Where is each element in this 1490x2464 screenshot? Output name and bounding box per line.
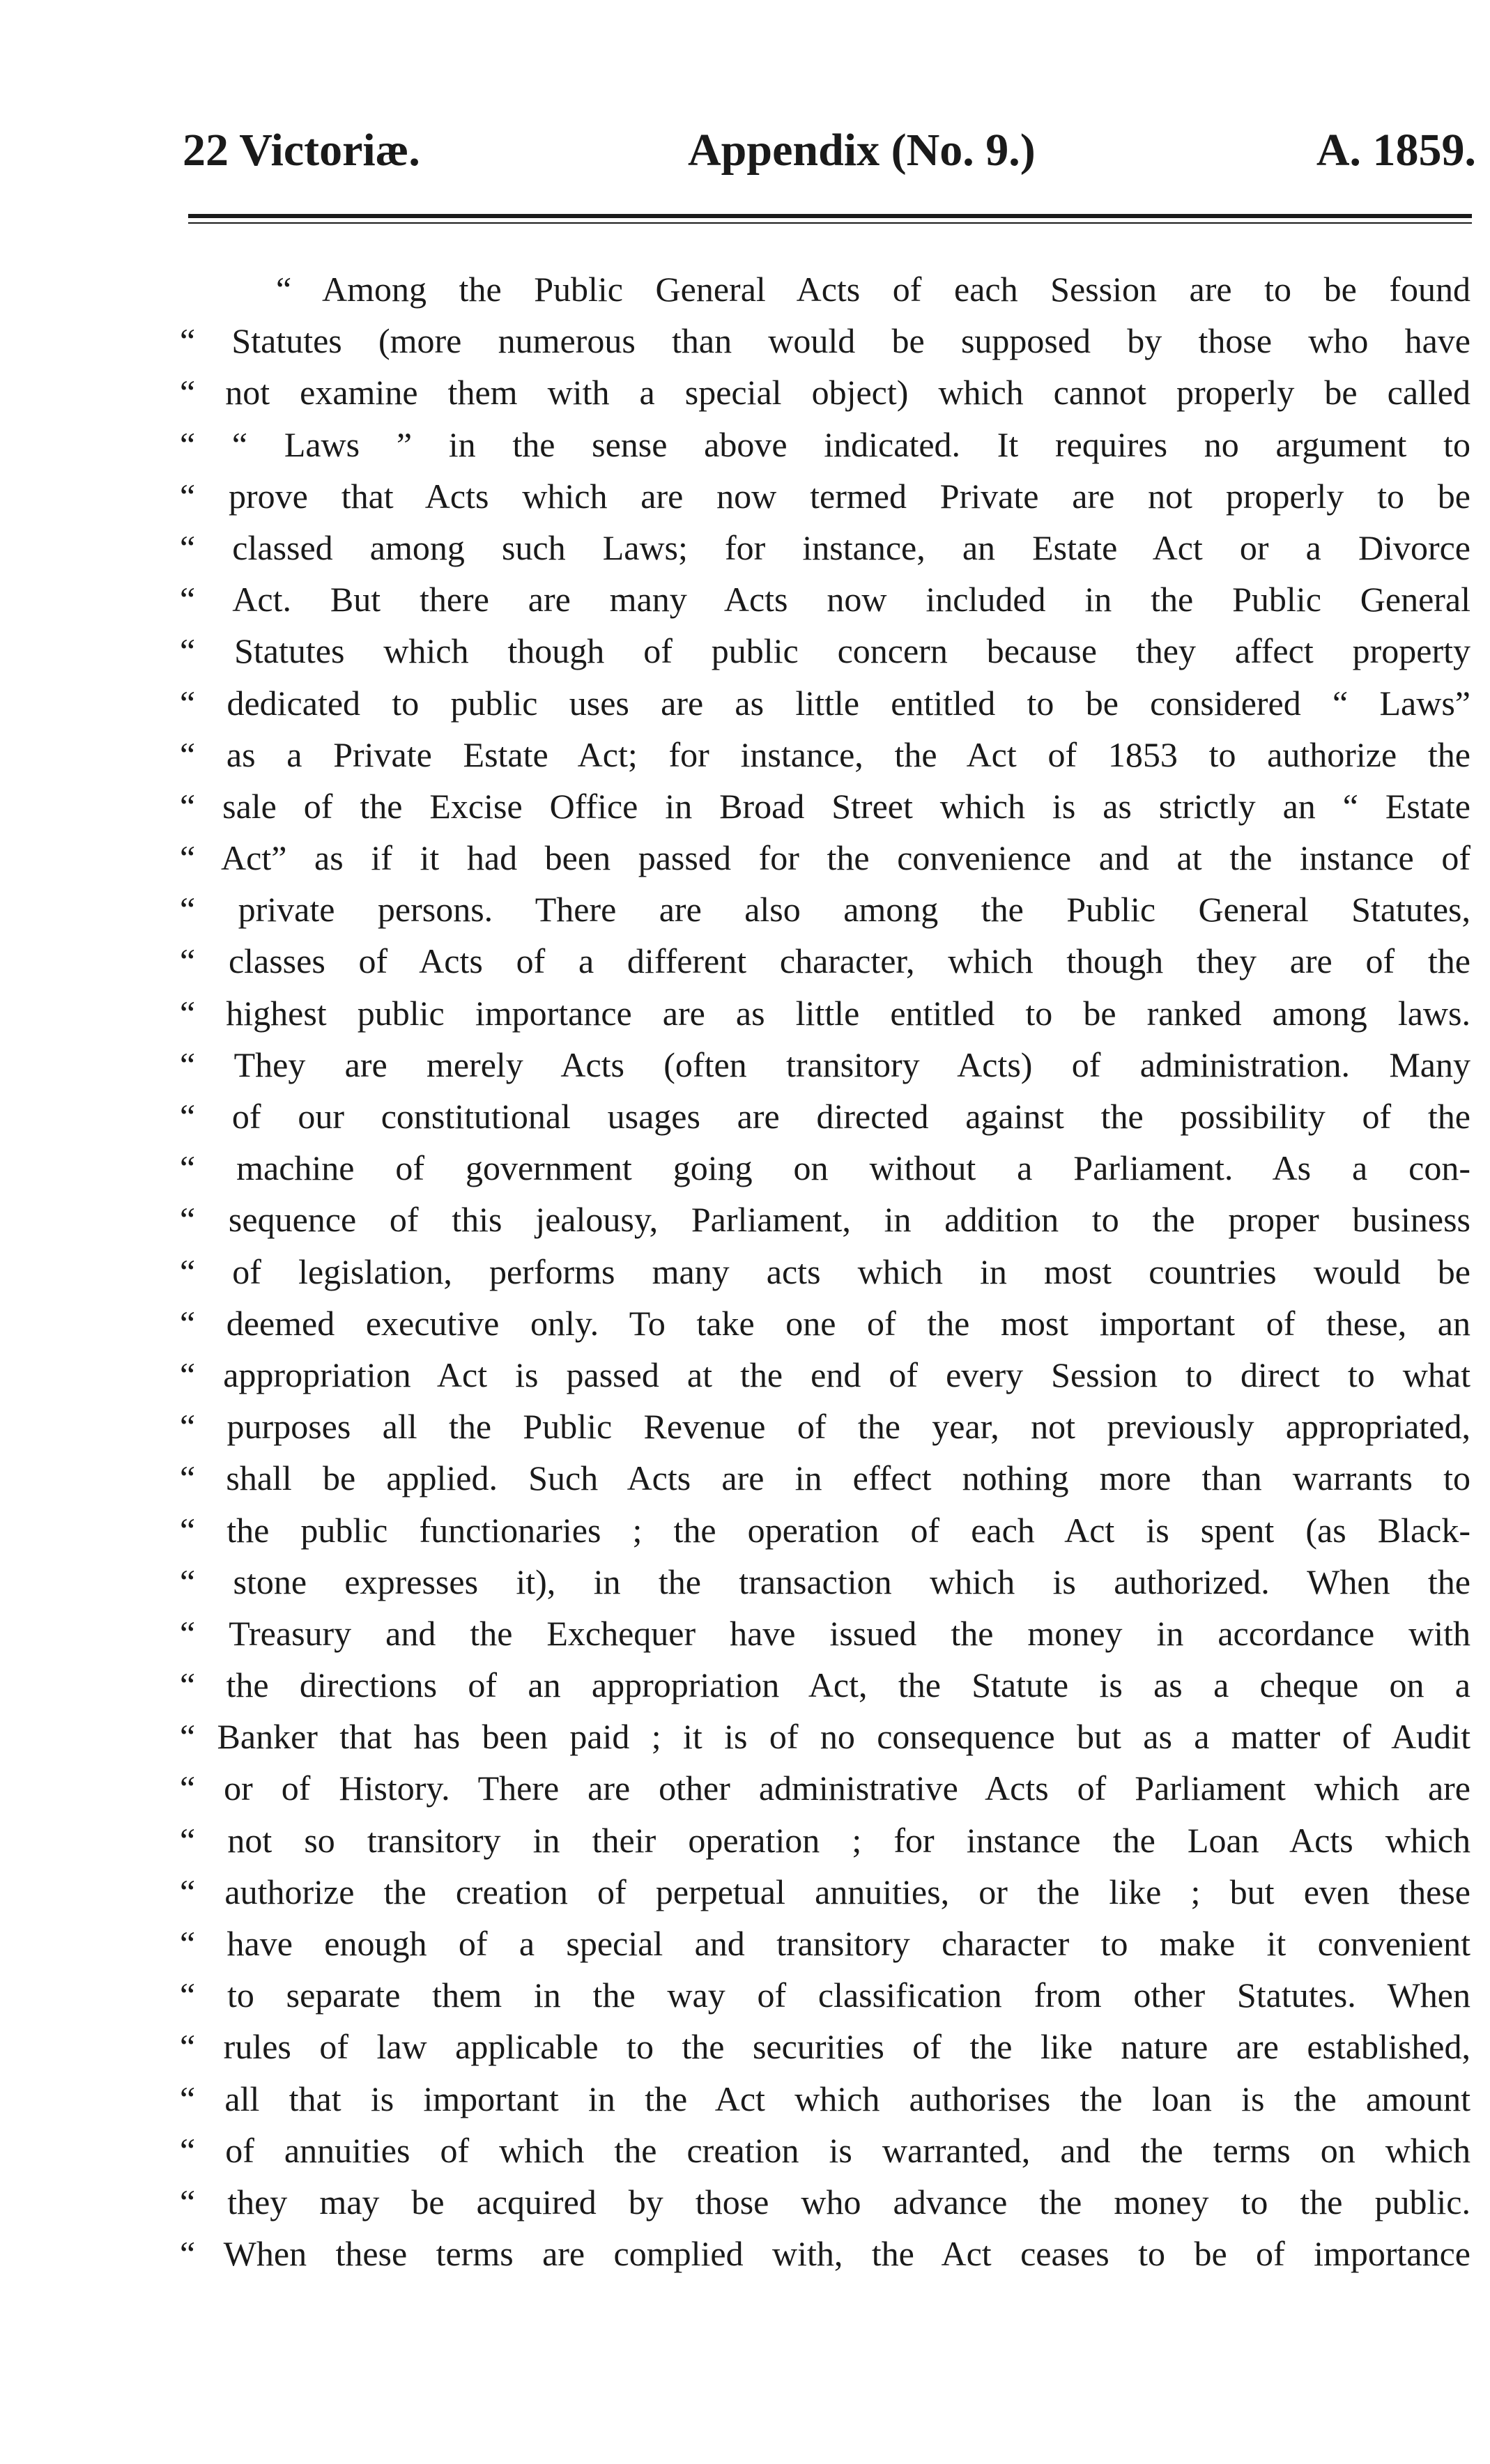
body-paragraph xyxy=(180,263,1470,2279)
body-line: “ prove that Acts which are now termed Private are not properly to be xyxy=(180,476,1470,516)
body-line: “ authorize the creation of perpetual annuities, or the like ; but even these xyxy=(180,1872,1470,1911)
header-rule-thin xyxy=(188,222,1472,224)
body-line: “ sequence of this jealousy, Parliament, in addition to the proper business xyxy=(180,1200,1470,1240)
body-line: “ Banker that has been paid ; it is of no consequence but as a matter of Audit xyxy=(180,1717,1470,1757)
body-line: “ sale of the Excise Office in Broad Street which is as strictly an “ Estate xyxy=(180,786,1470,826)
body-line: “ to separate them in the way of classification from other Statutes. When xyxy=(180,1976,1470,2015)
body-line: “ rules of law applicable to the securities of the like nature are established, xyxy=(180,2027,1470,2067)
body-line: “ private persons. There are also among the Public General Statutes, xyxy=(180,890,1470,930)
body-line: “ the public functionaries ; the operation of each Act is spent (as Black- xyxy=(180,1510,1470,1550)
body-line: “ purposes all the Public Revenue of the year, not previously appropriated, xyxy=(180,1407,1470,1447)
body-line: “ deemed executive only. To take one of the most important of these, an xyxy=(180,1303,1470,1343)
header-rule-thick xyxy=(188,214,1472,218)
body-line: “ Among the Public General Acts of each Session are to be found xyxy=(276,270,1470,309)
body-line: “ highest public importance are as little entitled to be ranked among laws. xyxy=(180,993,1470,1033)
body-line: “ they may be acquired by those who advance the money to the public. xyxy=(180,2182,1470,2222)
body-line: “ not so transitory in their operation ; for instance the Loan Acts which xyxy=(180,1820,1470,1860)
body-line: “ as a Private Estate Act; for instance, the Act of 1853 to authorize the xyxy=(180,734,1470,774)
body-line: “ appropriation Act is passed at the end of every Session to direct to what xyxy=(180,1355,1470,1394)
body-line: “ Act” as if it had been passed for the convenience and at the instance of xyxy=(180,838,1470,878)
header-session: 22 Victoriæ. xyxy=(183,125,420,176)
body-line: “ or of History. There are other administrative Acts of Parliament which are xyxy=(180,1769,1470,1808)
header-appendix-title: Appendix (No. 9.) xyxy=(688,125,1036,176)
body-line: “ When these terms are complied with, the Act ceases to be of importance xyxy=(180,2234,1470,2274)
body-line: “ Act. But there are many Acts now included in the Public General xyxy=(180,580,1470,619)
body-line: “ of legislation, performs many acts which in most countries would be xyxy=(180,1252,1470,1291)
body-line: “ Statutes (more numerous than would be supposed by those who have xyxy=(180,321,1470,361)
body-line: “ stone expresses it), in the transaction which is authorized. When the xyxy=(180,1562,1470,1601)
running-header xyxy=(183,124,1476,187)
body-line: “ machine of government going on without a Parliament. As a con- xyxy=(180,1148,1470,1188)
body-line: “ have enough of a special and transitory character to make it convenient xyxy=(180,1924,1470,1963)
body-line: “ of our constitutional usages are directed against the possibility of the xyxy=(180,1097,1470,1136)
body-line: “ Treasury and the Exchequer have issued the money in accordance with xyxy=(180,1613,1470,1653)
body-line: “ They are merely Acts (often transitory Acts) of administration. Many xyxy=(180,1045,1470,1084)
body-line: “ classes of Acts of a different character, which though they are of the xyxy=(180,941,1470,981)
header-year: A. 1859. xyxy=(1316,125,1476,176)
body-line: “ not examine them with a special object) which cannot properly be called xyxy=(180,373,1470,413)
body-line: “ the directions of an appropriation Act, the Statute is as a cheque on a xyxy=(180,1665,1470,1705)
body-line: “ shall be applied. Such Acts are in effect nothing more than warrants to xyxy=(180,1458,1470,1498)
body-line: “ classed among such Laws; for instance, an Estate Act or a Divorce xyxy=(180,528,1470,567)
body-line: “ all that is important in the Act which authorises the loan is the amount xyxy=(180,2079,1470,2118)
body-line: “ dedicated to public uses are as little entitled to be considered “ Laws” xyxy=(180,683,1470,723)
body-line: “ “ Laws ” in the sense above indicated. It requires no argument to xyxy=(180,424,1470,464)
body-line: “ Statutes which though of public concern because they affect property xyxy=(180,631,1470,671)
body-line: “ of annuities of which the creation is warranted, and the terms on which xyxy=(180,2130,1470,2170)
